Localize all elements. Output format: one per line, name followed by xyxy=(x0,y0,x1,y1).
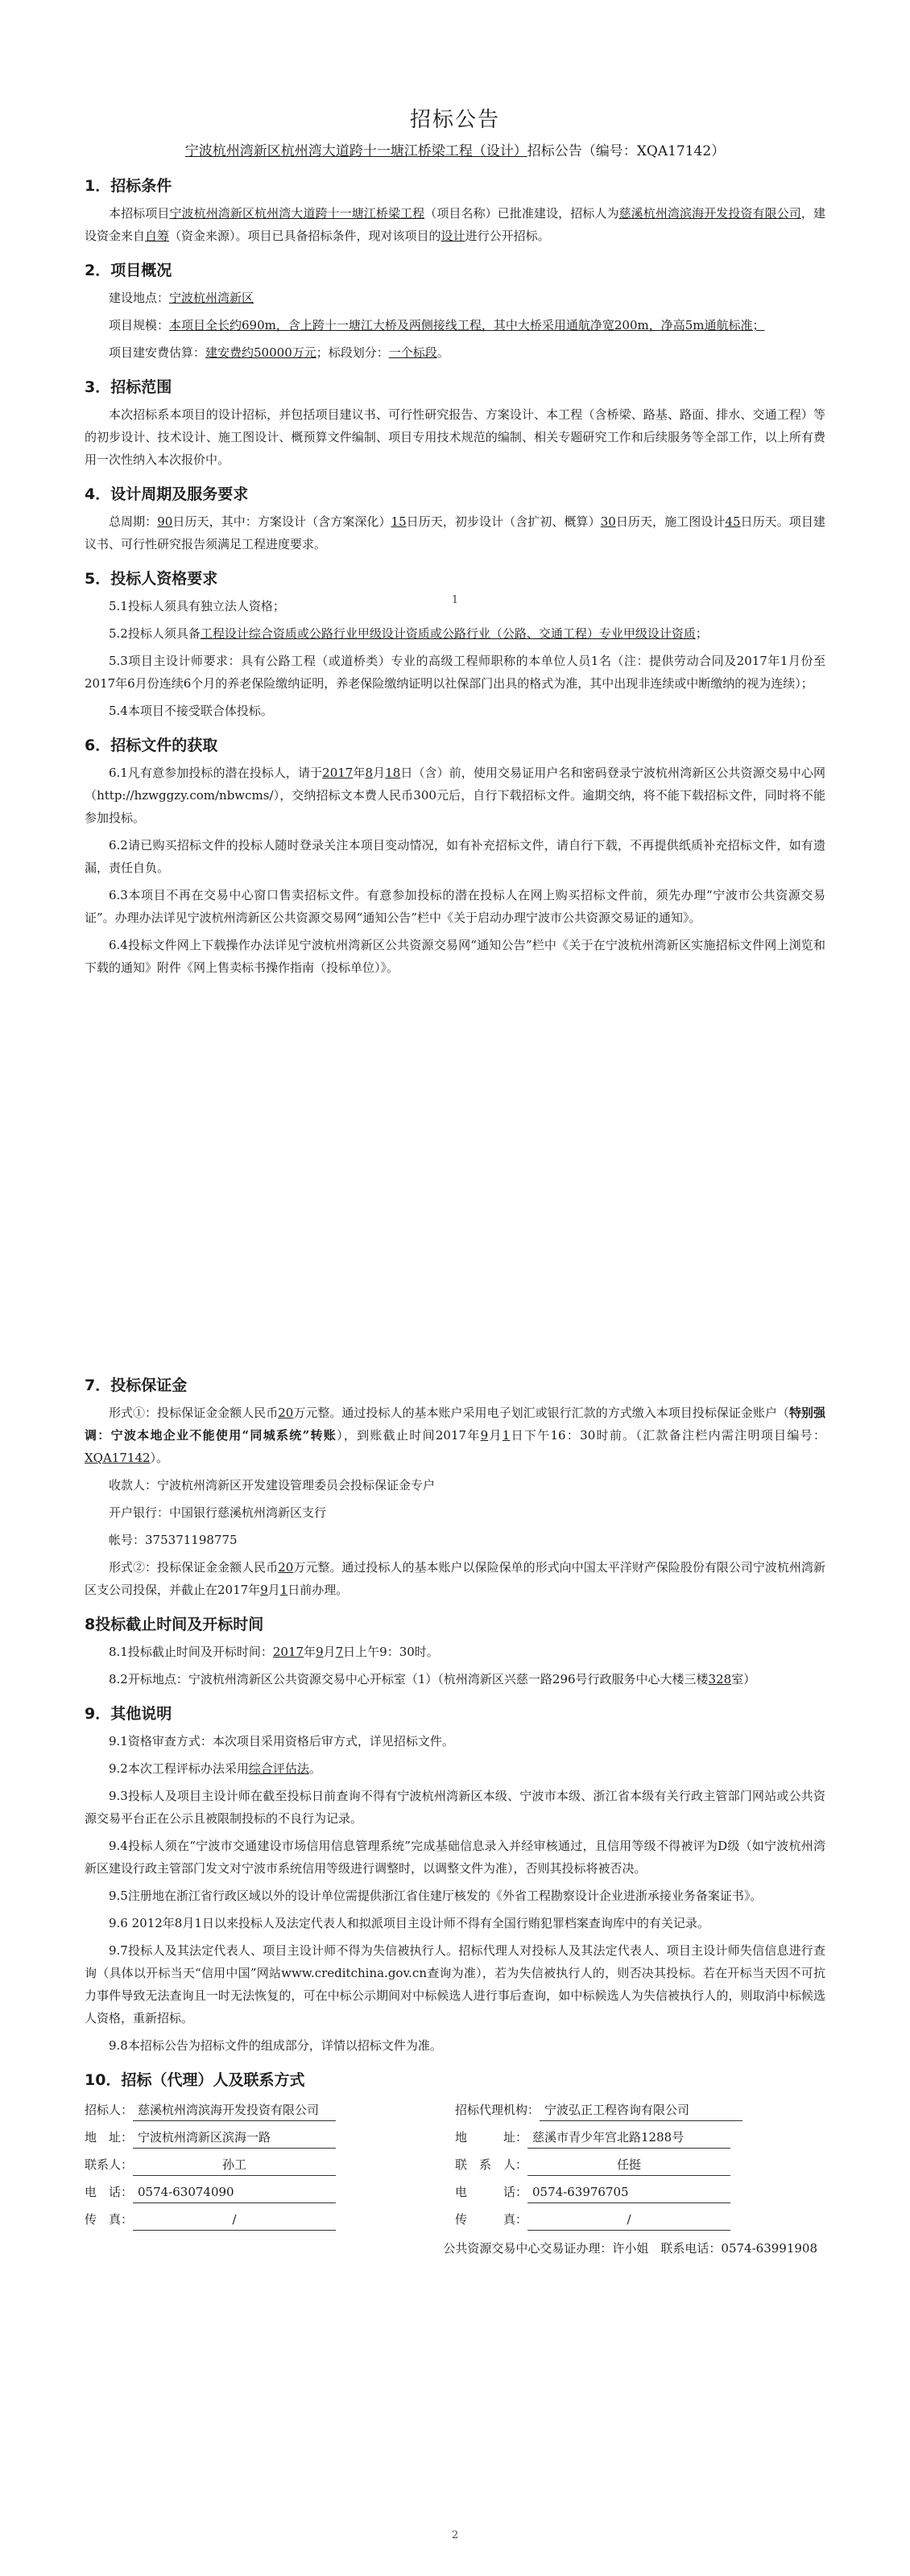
text-run: 年 xyxy=(353,766,366,780)
agent-phone xyxy=(455,2178,825,2206)
deposit-day: 1 xyxy=(502,1428,511,1443)
label: 招标代理机构： xyxy=(455,2103,540,2117)
text-run: 万元整。通过投标人的基本账户以保险保单的形式向中国太平洋财产保险股份有限公司宁波杭州湾新区支公司投保，并截止在2017年 xyxy=(85,1560,825,1597)
section-10-heading: 10．招标（代理）人及联系方式 xyxy=(85,2071,305,2089)
deadline-year: 2017 xyxy=(322,766,354,780)
text-run: 日历天，初步设计（含扩初、概算） xyxy=(406,514,601,529)
scale-value: 本项目全长约690m，含上跨十一塘江大桥及两侧接线工程，其中大桥采用通航净宽200m，净高5m通航标准； xyxy=(169,318,765,332)
prelim-days: 30 xyxy=(600,514,616,529)
text-run: 室） xyxy=(731,1672,756,1686)
qualification-5-1: 5.1投标人须具有独立法人资格； xyxy=(109,599,285,613)
open-day: 7 xyxy=(335,1645,344,1659)
text-run: 进行公开招标。 xyxy=(465,229,550,243)
agent-fax xyxy=(455,2206,825,2233)
agent-phone-value: 0574-63976705 xyxy=(527,2182,730,2203)
note-9-5: 9.5注册地在浙江省行政区域以外的设计单位需提供浙江省住建厅核发的《外省工程勘察设计企业进浙承接业务备案证书》。 xyxy=(109,1889,763,1903)
obtain-6-3: 6.3本项目不再在交易中心窗口售卖招标文件。有意参加投标的潜在投标人在网上购买招标文件前，须先办理“宁波市公共资源交易证”。办理办法详见宁波杭州湾新区公共资源交易网“通知公告”栏中《关于启动办理宁波市公共资源交易证的通知》。 xyxy=(85,888,825,925)
deposit-amount-2: 20 xyxy=(278,1560,294,1575)
note-9-2 xyxy=(85,1757,825,1780)
section-5-heading: 5．投标人资格要求 xyxy=(85,570,218,588)
tenderer-org-value: 慈溪杭州湾滨海开发投资有限公司 xyxy=(133,2099,336,2121)
note-9-6: 9.6 2012年8月1日以来投标人及法定代表人和拟派项目主设计师不得有全国行贿犯罪档案查询库中的有关记录。 xyxy=(109,1916,709,1930)
text-run: ），到账截止时间2017年 xyxy=(337,1428,481,1443)
project-name: 宁波杭州湾新区杭州湾大道跨十一塘江桥梁工程 xyxy=(169,206,425,221)
contact-row-address xyxy=(85,2124,825,2151)
tender-scope-text: 本次招标系本项目的设计招标，并包括项目建议书、可行性研究报告、方案设计、本工程（含桥梁、路基、路面、排水、交通工程）等的初步设计、技术设计、施工图设计、概预算文件编制、项目专用技术规范的编制、相关专题研究工作和后续服务等全部工作，以上所有费用一次性纳入本次报价中。 xyxy=(85,407,825,467)
open-year: 2017 xyxy=(272,1645,304,1659)
required-qualification: 工程设计综合资质或公路行业甲级设计资质或公路行业（公路、交通工程）专业甲级设计资质 xyxy=(200,626,696,641)
tenderer-address xyxy=(85,2124,455,2151)
tenderer-org xyxy=(85,2096,455,2124)
agent-org xyxy=(455,2096,825,2124)
note-9-3: 9.3投标人及项目主设计师在截至投标日前查询不得有宁波杭州湾新区本级、宁波市本级、浙江省本级有关行政主管部门网站或公共资源交易平台正在公示且被限制投标的不良行为记录。 xyxy=(85,1789,825,1826)
section-6-heading: 6．招标文件的获取 xyxy=(85,737,218,754)
label: 传 真： xyxy=(85,2212,134,2227)
label: 帐号： xyxy=(109,1533,146,1547)
obtain-6-4: 6.4投标文件网上下载操作办法详见宁波杭州湾新区公共资源交易网“通知公告”栏中《关于在宁波杭州湾新区实施招标文件网上浏览和下载的通知》附件《网上售卖标书操作指南（投标单位）》。 xyxy=(85,938,825,975)
label: 电 话： xyxy=(455,2185,528,2199)
deadline-month: 8 xyxy=(365,766,374,780)
text-run: 总周期： xyxy=(109,514,158,529)
text-run: 月 xyxy=(323,1645,336,1659)
obtain-6-1 xyxy=(85,762,825,829)
text-run: 日下午16：30时前。（汇款备注栏内需注明项目编号： xyxy=(510,1428,825,1443)
qualification-5-2 xyxy=(85,622,825,645)
tenderer-phone xyxy=(85,2178,455,2206)
text-run: 8.2开标地点：宁波杭州湾新区公共资源交易中心开标室（1）（杭州湾新区兴慈一路296号行政服务中心大楼三楼 xyxy=(109,1672,709,1686)
qualification-5-3: 5.3项目主设计师要求：具有公路工程（或道桥类）专业的高级工程师职称的本单位人员1名（注：提供劳动合同及2017年1月份至2017年6月份连续6个月的养老保险缴纳证明，养老保险缴纳证明以社保部门出具的格式为准，其中出现非连续或中断缴纳的视为连续）； xyxy=(85,654,825,691)
label: 联 系 人： xyxy=(455,2157,528,2172)
tenderer-fax xyxy=(85,2206,455,2233)
tenderer-phone-value: 0574-63074090 xyxy=(133,2182,336,2203)
project-code: XQA17142 xyxy=(85,1451,151,1465)
text-run: 本招标项目 xyxy=(109,206,170,221)
deadline-day: 18 xyxy=(385,766,401,780)
design-period-text xyxy=(85,510,825,555)
label: 建设地点： xyxy=(109,291,170,305)
lot-value: 一个标段 xyxy=(388,345,437,360)
insurance-month: 9 xyxy=(260,1583,268,1597)
contact-row-fax xyxy=(85,2206,825,2233)
room-number: 328 xyxy=(708,1672,732,1686)
investment-value: 建安费约50000万元 xyxy=(205,345,316,360)
label: 电 话： xyxy=(85,2185,134,2199)
agent-contact-value: 任挺 xyxy=(527,2154,730,2176)
construction-days: 45 xyxy=(725,514,741,529)
agent-contact xyxy=(455,2151,825,2178)
label: 项目规模： xyxy=(109,318,170,332)
text-run: 日前办理。 xyxy=(287,1583,349,1597)
notice-subtitle xyxy=(85,139,825,159)
text-run: 年 xyxy=(304,1645,316,1659)
text-run: 日历天，施工图设计 xyxy=(615,514,726,529)
text-run: 6.1凡有意参加投标的潜在投标人，请于 xyxy=(109,766,323,780)
text-run: 月 xyxy=(267,1583,280,1597)
deposit-form-1 xyxy=(85,1402,825,1469)
account-number-value: 375371198775 xyxy=(145,1533,238,1547)
text-run: 日历天，其中：方案设计（含方案深化） xyxy=(172,514,391,529)
warning-text: 特别强调：宁波本地企业不能使用“同城系统”转账 xyxy=(85,1406,825,1443)
note-9-7: 9.7投标人及其法定代表人、项目主设计师不得为失信被执行人。招标代理人对投标人及其法定代表人、项目主设计师失信信息进行查询（具体以开标当天“信用中国”网站www.creditchina.gov.cn查询为准），若为失信被执行人的，则否决其投标。若在开标当天因不可抗力事件导致无法查询且一时无法恢复的，可在中标公示期间对中标候选人进行事后查询，如中标候选人为失信被执行人的，则取消中标候选人资格，重新招标。 xyxy=(85,1943,825,2025)
text-run: 形式①：投标保证金金额人民币 xyxy=(109,1406,279,1420)
text-run: ； xyxy=(695,626,708,641)
text-run: 月 xyxy=(488,1428,503,1443)
contact-row-org xyxy=(85,2096,825,2124)
construction-location xyxy=(85,287,825,309)
note-9-1: 9.1资格审查方式：本次项目采用资格后审方式，详见招标文件。 xyxy=(109,1734,454,1748)
venue-8-2 xyxy=(85,1668,825,1690)
page-2 xyxy=(0,1288,910,2576)
qualification-5-4: 5.4本项目不接受联合体投标。 xyxy=(109,704,273,718)
text-run: 万元整。通过投标人的基本账户采用电子划汇或银行汇款的方式缴入本项目投标保证金账户（ xyxy=(293,1406,789,1420)
tender-scope: 设计 xyxy=(441,229,465,243)
section-9-heading: 9．其他说明 xyxy=(85,1705,172,1723)
total-days: 90 xyxy=(157,514,173,529)
label: 联系人： xyxy=(85,2157,134,2172)
text-run: 日（含）前，使用交易证用户名和密码登录宁波杭州湾新区公共资源交易中心网（http://hzwggzy.com/nbwcms/），交纳招标文本费人民币300元后，自行下载招标文件。逾期交纳，将不能下载招标文件，同时将不能参加投标。 xyxy=(85,766,825,825)
footer-contact-line: 公共资源交易中心交易证办理：许小姐 联系电话：0574-63991908 xyxy=(443,2241,817,2256)
text-run: （项目名称）已批准建设，招标人为 xyxy=(424,206,619,221)
section-1-heading: 1．招标条件 xyxy=(85,177,172,195)
label: 地 址： xyxy=(455,2130,528,2145)
deposit-form-2 xyxy=(85,1556,825,1601)
tenderer-address-value: 宁波杭州湾新区滨海一路 xyxy=(133,2127,336,2149)
text-run: 8.1投标截止时间及开标时间： xyxy=(109,1645,273,1659)
section-4-heading: 4．设计周期及服务要求 xyxy=(85,485,249,503)
agent-address-value: 慈溪市青少年宫北路1288号 xyxy=(527,2127,730,2149)
note-9-4: 9.4投标人须在“宁波市交通建设市场信用信息管理系统”完成基础信息录入并经审核通过，且信用等级不得被评为D级（如宁波杭州湾新区建设行政主管部门发文对宁波市系统信用等级进行调整时，以调整文件为准），否则其投标将被否决。 xyxy=(85,1839,825,1876)
scheme-days: 15 xyxy=(391,514,407,529)
agent-fax-value: / xyxy=(527,2209,730,2231)
page-2-content xyxy=(85,1362,825,2256)
deposit-amount: 20 xyxy=(278,1406,294,1420)
section-7-heading: 7．投标保证金 xyxy=(85,1377,188,1394)
text-run: ）。 xyxy=(150,1451,169,1465)
section-3-heading: 3．招标范围 xyxy=(85,378,172,396)
label: 招标人： xyxy=(85,2103,134,2117)
text-run: 月 xyxy=(373,766,386,780)
project-scale xyxy=(85,314,825,336)
evaluation-method: 综合评估法 xyxy=(248,1761,309,1776)
section-2-heading: 2．项目概况 xyxy=(85,262,172,279)
open-month: 9 xyxy=(316,1645,324,1659)
text-run: 9.2本次工程评标办法采用 xyxy=(109,1761,249,1776)
account-bank: 开户银行：中国银行慈溪杭州湾新区支行 xyxy=(109,1505,327,1520)
text-run: （资金来源）。项目已具备招标条件，现对该项目的 xyxy=(169,229,441,243)
obtain-6-2: 6.2请已购买招标文件的投标人随时登录关注本项目变动情况，如有补充招标文件，请自行下载，不再提供纸质补充招标文件，如有遗漏，责任自负。 xyxy=(85,838,825,875)
contact-table xyxy=(85,2096,825,2233)
account-name: 收款人：宁波杭州湾新区开发建设管理委员会投标保证金专户 xyxy=(109,1478,436,1492)
label: 传 真： xyxy=(455,2212,528,2227)
text-run: 5.2投标人须具备 xyxy=(109,626,201,641)
label: 项目建安费估算： xyxy=(109,345,206,360)
deadline-8-1 xyxy=(85,1641,825,1663)
text-run: 形式②：投标保证金金额人民币 xyxy=(109,1560,279,1575)
subtitle-project-name: 宁波杭州湾新区杭州湾大道跨十一塘江桥梁工程（设计） xyxy=(184,143,527,159)
page-number: 1 xyxy=(451,594,459,606)
note-9-8: 9.8本招标公告为招标文件的组成部分，详情以招标文件为准。 xyxy=(109,2038,442,2053)
text-run: 日上午9：30时。 xyxy=(343,1645,439,1659)
text-run: 日历天。项目建议书、可行性研究报告须满足工程进度要求。 xyxy=(85,514,825,551)
account-number xyxy=(85,1529,825,1551)
page-1-content xyxy=(85,103,825,984)
section-8-heading: 8投标截止时间及开标时间 xyxy=(85,1616,264,1633)
location-value: 宁波杭州湾新区 xyxy=(169,291,254,305)
subtitle-notice-label: 招标公告（编号：XQA17142） xyxy=(527,143,726,159)
deposit-month: 9 xyxy=(480,1428,489,1443)
agent-org-value: 宁波弘正工程咨询有限公司 xyxy=(540,2099,742,2121)
agent-address xyxy=(455,2124,825,2151)
insurance-day: 1 xyxy=(279,1583,288,1597)
section-1-text xyxy=(85,202,825,247)
page-number: 2 xyxy=(451,2529,459,2541)
investment-estimate xyxy=(85,341,825,364)
tenderer-contact xyxy=(85,2151,455,2178)
contact-row-person xyxy=(85,2151,825,2178)
tenderer-fax-value: / xyxy=(133,2209,336,2231)
contact-row-phone xyxy=(85,2178,825,2206)
fund-source: 自筹 xyxy=(145,229,170,243)
label: ；标段划分： xyxy=(316,345,389,360)
page-title: 招标公告 xyxy=(409,108,500,132)
tenderer-contact-value: 孙工 xyxy=(133,2154,336,2176)
text-run: 。 xyxy=(308,1761,321,1776)
label: 地 址： xyxy=(85,2130,134,2145)
text-run: 。 xyxy=(436,345,449,360)
tenderer-name: 慈溪杭州湾滨海开发投资有限公司 xyxy=(618,206,801,221)
text-run: ，建设资金来自 xyxy=(85,206,825,243)
